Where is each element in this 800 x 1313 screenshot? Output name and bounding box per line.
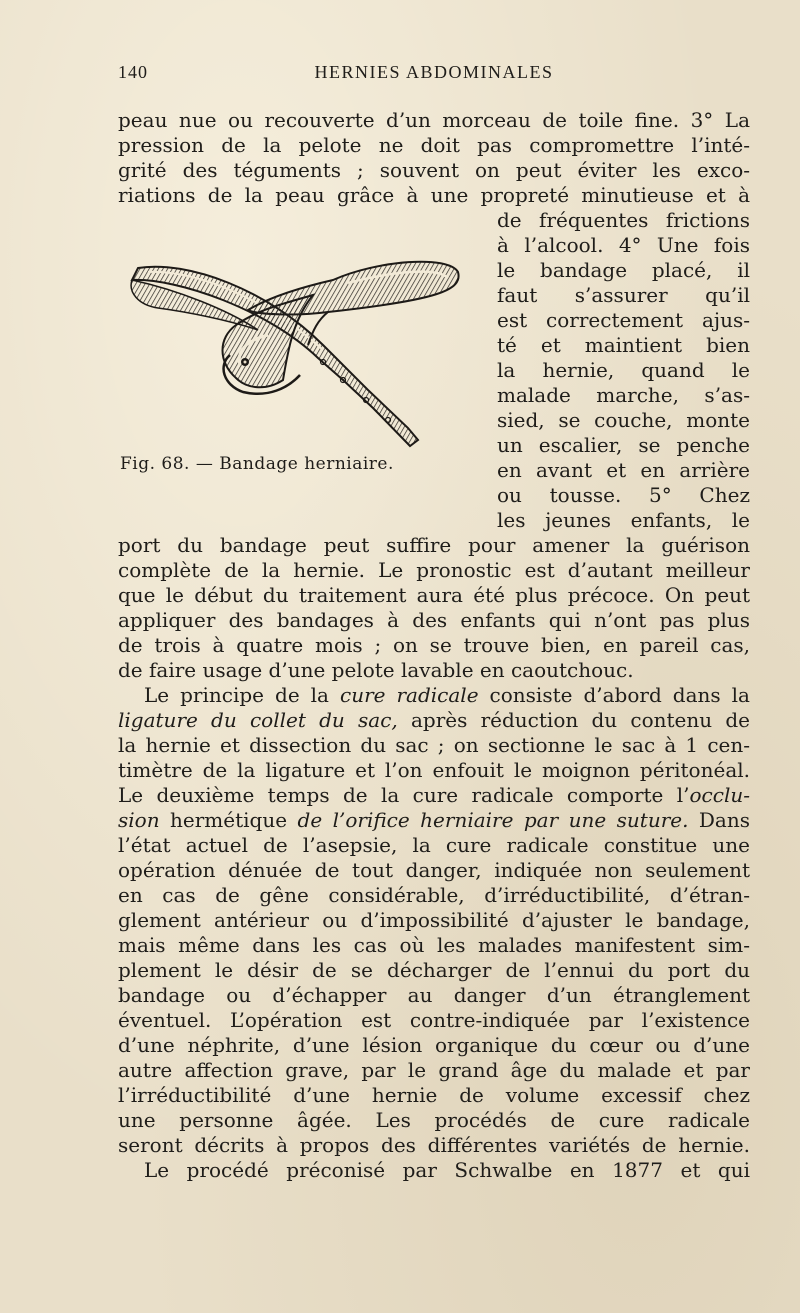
text-line: ou tousse. 5° Chez <box>497 483 750 507</box>
text-line: té et maintient bien <box>497 333 750 357</box>
bandage-herniaire-drawing <box>118 250 463 465</box>
text-line: une personne âgée. Les procédés de cure radicale <box>118 1108 750 1132</box>
text-line: malade marche, s’as- <box>497 383 750 407</box>
page-header <box>118 62 750 86</box>
text-line: de faire usage d’une pelote lavable en caoutchouc. <box>118 658 634 682</box>
text-line: à l’alcool. 4° Une fois <box>497 233 750 257</box>
text-line: Le principe de la cure radicale consiste d’abord dans la <box>144 683 750 707</box>
text-line: est correctement ajus- <box>497 308 750 332</box>
text-line: autre affection grave, par le grand âge du malade et par <box>118 1058 750 1082</box>
text-line: Le procédé préconisé par Schwalbe en 1877 et qui <box>144 1158 750 1182</box>
text-line: éventuel. L’opération est contre-indiquée par l’existence <box>118 1008 750 1032</box>
truss-illustration <box>118 250 463 465</box>
text-line: ligature du collet du sac, après réduction du contenu de <box>118 708 750 732</box>
text-line: l’irréductibilité d’une hernie de volume excessif chez <box>118 1083 750 1107</box>
text-line: Le deuxième temps de la cure radicale comporte l’occlu- <box>118 783 750 807</box>
text-line: grité des téguments ; souvent on peut éviter les exco- <box>118 158 750 182</box>
text-line: d’une néphrite, d’une lésion organique du cœur ou d’une <box>118 1033 750 1057</box>
text-line: la hernie et dissection du sac ; on sectionne le sac à 1 cen- <box>118 733 750 757</box>
text-line: port du bandage peut suffire pour amener la guérison <box>118 533 750 557</box>
text-line: complète de la hernie. Le pronostic est d’autant meilleur <box>118 558 750 582</box>
figure-caption: Fig. 68. — Bandage herniaire. <box>120 454 394 474</box>
text-line: sion hermétique de l’orifice herniaire par une suture. Dans <box>118 808 750 832</box>
text-line: riations de la peau grâce à une propreté minutieuse et à <box>118 183 750 207</box>
text-line: plement le désir de se décharger de l’ennui du port du <box>118 958 750 982</box>
text-line: en avant et en arrière <box>497 458 750 482</box>
page-number: 140 <box>118 62 148 82</box>
text-line: en cas de gêne considérable, d’irréductibilité, d’étran- <box>118 883 750 907</box>
text-line: que le début du traitement aura été plus précoce. On peut <box>118 583 750 607</box>
text-line: peau nue ou recouverte d’un morceau de toile fine. 3° La <box>118 108 750 132</box>
text-line: opération dénuée de tout danger, indiquée non seulement <box>118 858 750 882</box>
text-line: bandage ou d’échapper au danger d’un étranglement <box>118 983 750 1007</box>
text-line: de trois à quatre mois ; on se trouve bien, en pareil cas, <box>118 633 750 657</box>
text-line: seront décrits à propos des différentes variétés de hernie. <box>118 1133 750 1157</box>
text-line: glement antérieur ou d’impossibilité d’ajuster le bandage, <box>118 908 750 932</box>
text-line: timètre de la ligature et l’on enfouit le moignon péritonéal. <box>118 758 750 782</box>
text-line: la hernie, quand le <box>497 358 750 382</box>
text-line: pression de la pelote ne doit pas compromettre l’inté- <box>118 133 750 157</box>
text-line: sied, se couche, monte <box>497 408 750 432</box>
text-line: un escalier, se penche <box>497 433 750 457</box>
text-line: le bandage placé, il <box>497 258 750 282</box>
text-line: de fréquentes frictions <box>497 208 750 232</box>
text-line: appliquer des bandages à des enfants qui n’ont pas plus <box>118 608 750 632</box>
text-line: l’état actuel de l’asepsie, la cure radicale constitue une <box>118 833 750 857</box>
text-line: les jeunes enfants, le <box>497 508 750 532</box>
text-line: faut s’assurer qu’il <box>497 283 750 307</box>
text-line: mais même dans les cas où les malades manifestent sim- <box>118 933 750 957</box>
running-title: HERNIES ABDOMINALES <box>314 62 554 82</box>
